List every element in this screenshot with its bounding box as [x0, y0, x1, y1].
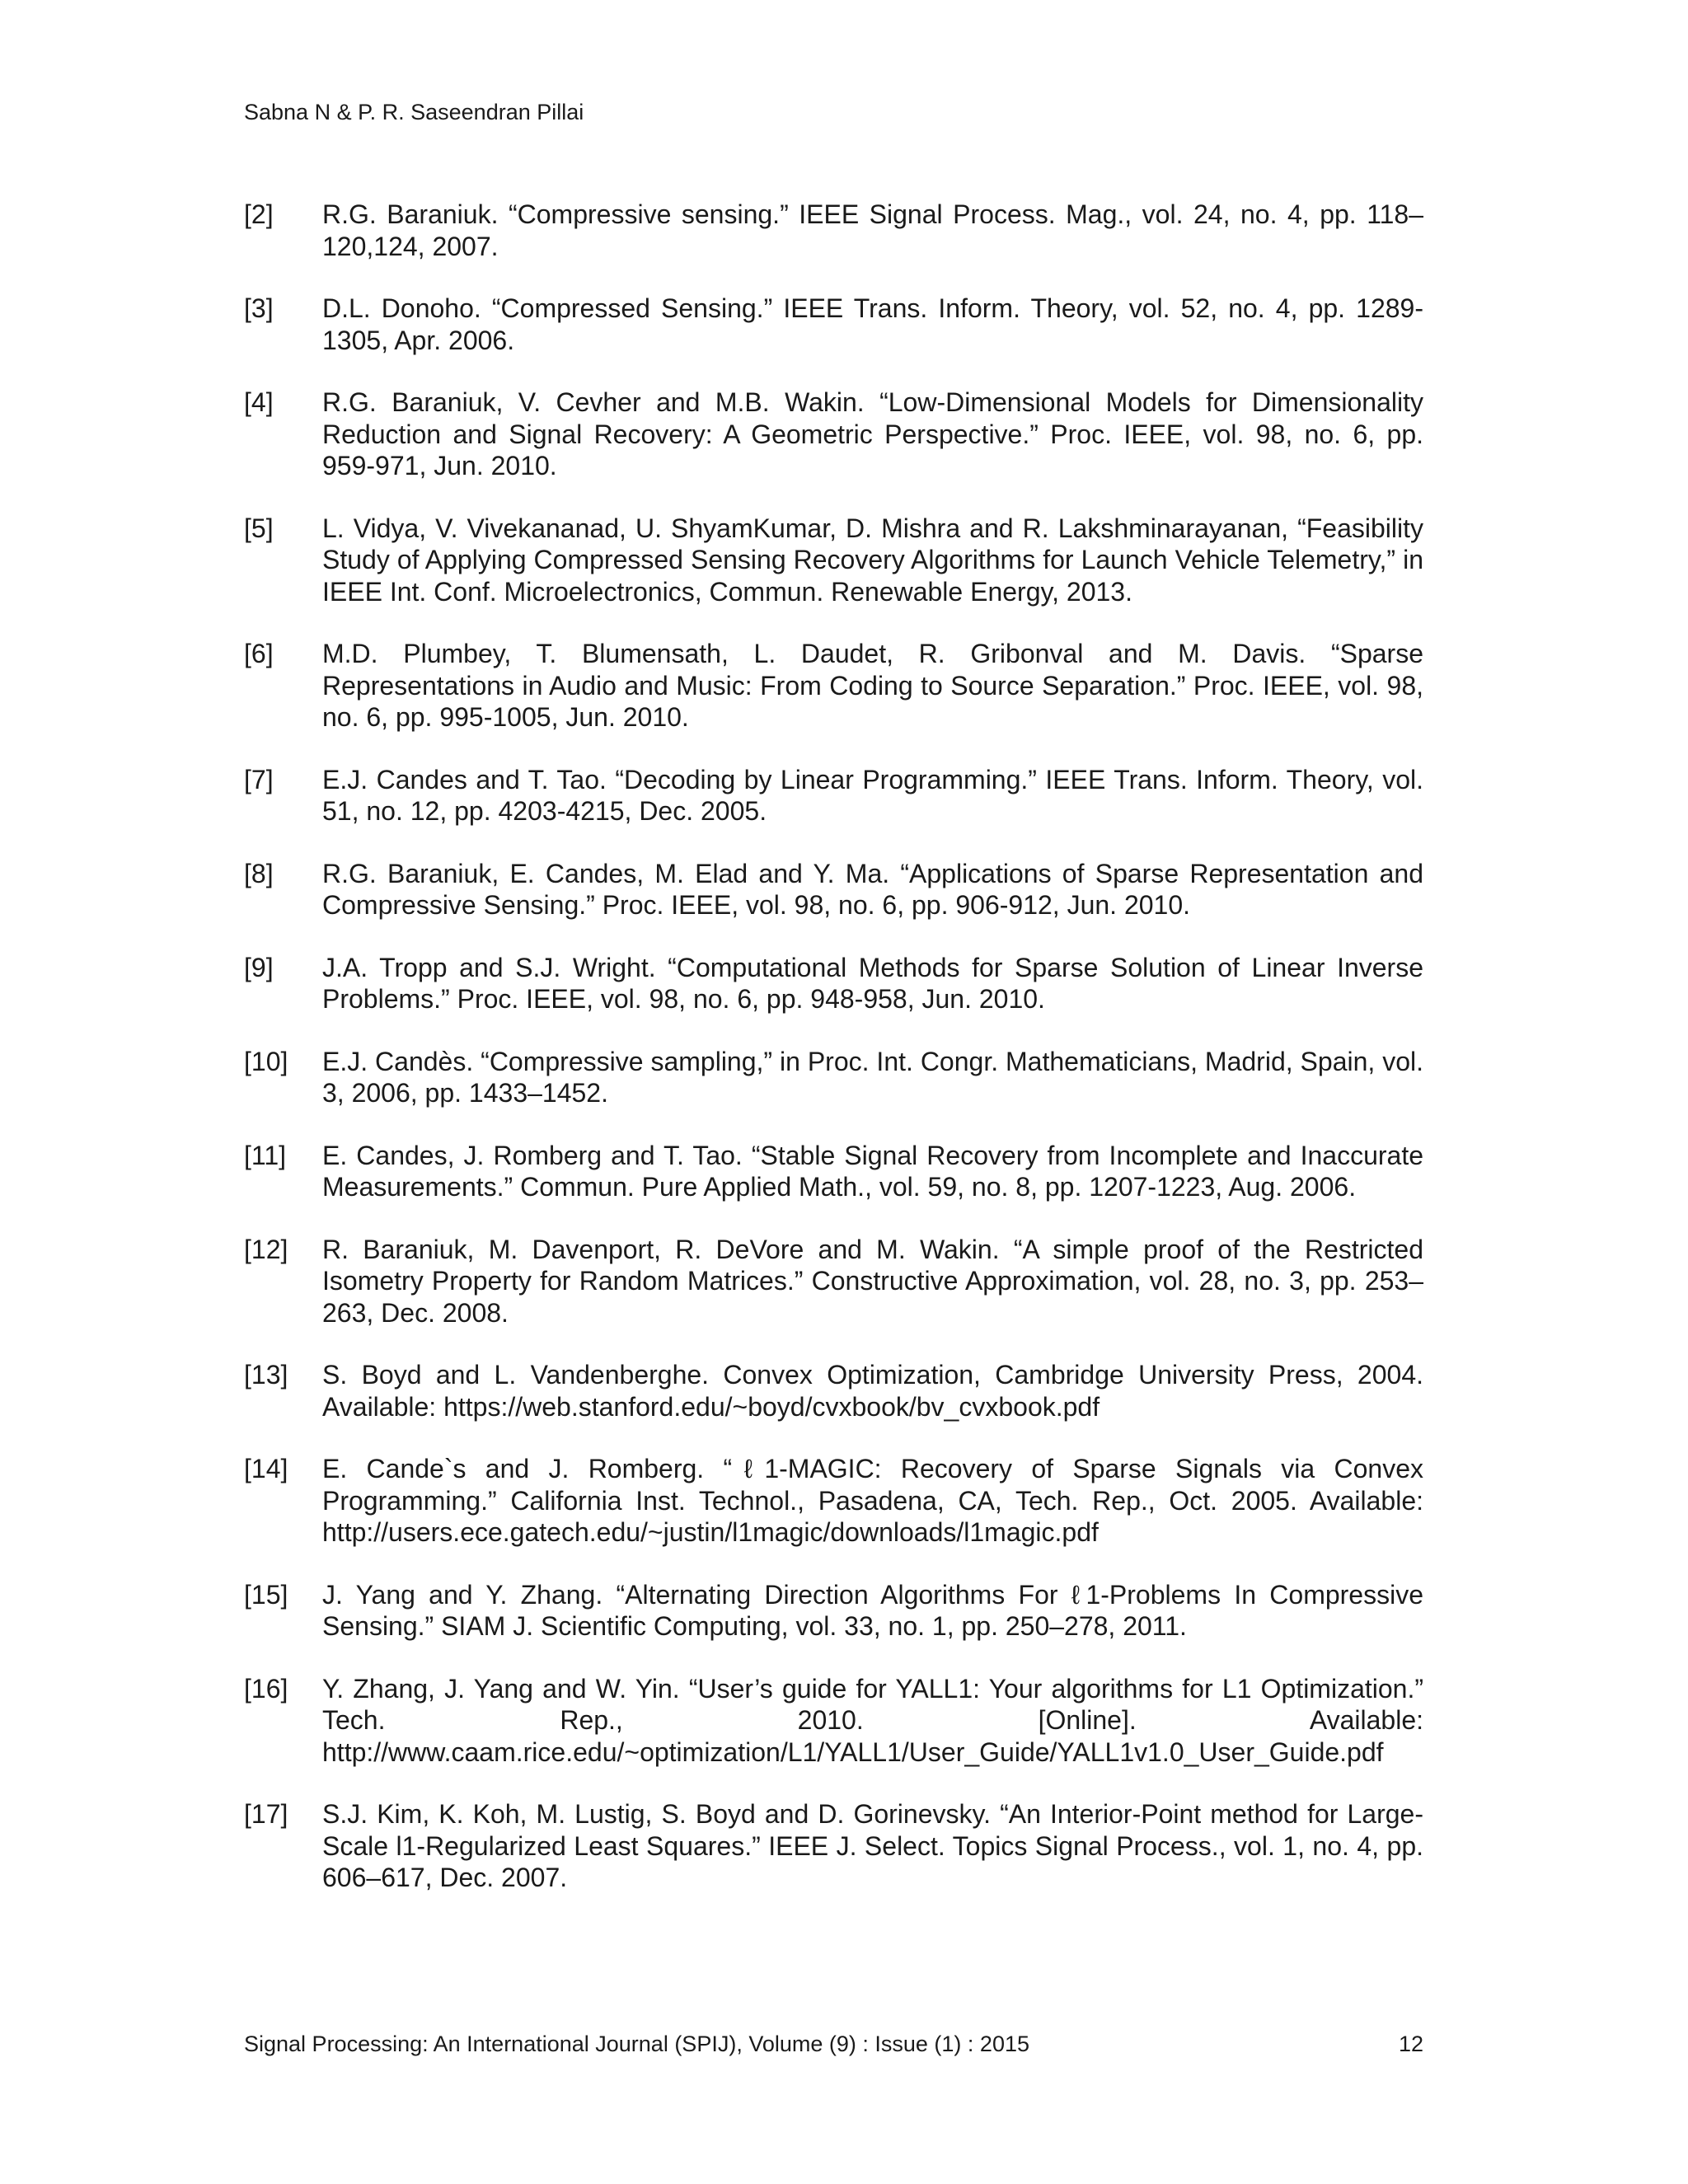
reference-number: [9]: [244, 952, 274, 982]
reference-item: [244, 952, 1423, 1015]
reference-item: [244, 513, 1423, 608]
footer-journal-citation: Signal Processing: An International Journal (SPIJ), Volume (9) : Issue (1) : 2015: [244, 2032, 1029, 2056]
reference-text: R.G. Baraniuk, V. Cevher and M.B. Wakin. “Low-Dimensional Models for Dimensionality Reduction and Signal Recovery: A Geometric Perspective.” Proc. IEEE, vol. 98, no. 6, pp. 959-971, Jun. 2010.: [322, 387, 1423, 480]
reference-item: [244, 1673, 1423, 1769]
reference-list: [244, 199, 1423, 1924]
reference-text: S. Boyd and L. Vandenberghe. Convex Optimization, Cambridge University Press, 2004. Available: https://web.stanford.edu/~boyd/cvxbook/bv_cvxbook.pdf: [322, 1360, 1423, 1422]
reference-item: [244, 1046, 1423, 1109]
reference-item: [244, 1579, 1423, 1643]
reference-number: [12]: [244, 1234, 288, 1264]
reference-item: [244, 199, 1423, 262]
reference-number: [2]: [244, 199, 274, 229]
reference-text: E.J. Candes and T. Tao. “Decoding by Linear Programming.” IEEE Trans. Inform. Theory, vol. 51, no. 12, pp. 4203-4215, Dec. 2005.: [322, 764, 1423, 826]
reference-item: [244, 1140, 1423, 1203]
reference-text: R.G. Baraniuk, E. Candes, M. Elad and Y. Ma. “Applications of Sparse Representation and Compressive Sensing.” Proc. IEEE, vol. 98, no. 6, pp. 906-912, Jun. 2010.: [322, 858, 1423, 920]
reference-item: [244, 293, 1423, 356]
reference-text: J.A. Tropp and S.J. Wright. “Computational Methods for Sparse Solution of Linear Inverse Problems.” Proc. IEEE, vol. 98, no. 6, pp. 948-958, Jun. 2010.: [322, 952, 1423, 1014]
reference-text: Y. Zhang, J. Yang and W. Yin. “User’s guide for YALL1: Your algorithms for L1 Optimization.” Tech. Rep., 2010. [Online]. Available: http://www.caam.rice.edu/~optimization/L1/YALL1/User_Guide/YALL1v1.0_User_Guide.pdf: [322, 1673, 1423, 1767]
reference-text: L. Vidya, V. Vivekananad, U. ShyamKumar, D. Mishra and R. Lakshminarayanan, “Feasibility Study of Applying Compressed Sensing Recovery Algorithms for Launch Vehicle Telemetry,” in IEEE Int. Conf. Microelectronics, Commun. Renewable Energy, 2013.: [322, 513, 1423, 607]
reference-number: [13]: [244, 1360, 288, 1390]
reference-item: [244, 1359, 1423, 1422]
reference-number: [11]: [244, 1140, 286, 1170]
reference-number: [5]: [244, 513, 274, 543]
reference-number: [15]: [244, 1579, 288, 1610]
reference-text: E. Cande`s and J. Romberg. “ℓ1-MAGIC: Recovery of Sparse Signals via Convex Programming.” California Inst. Technol., Pasadena, CA, Tech. Rep., Oct. 2005. Available: http://users.ece.gatech.edu/~justin/l1magic/downloads/l1magic.pdf: [322, 1454, 1423, 1547]
reference-item: [244, 858, 1423, 921]
reference-item: [244, 1798, 1423, 1894]
reference-number: [16]: [244, 1673, 288, 1704]
reference-text: S.J. Kim, K. Koh, M. Lustig, S. Boyd and D. Gorinevsky. “An Interior-Point method for Large-Scale l1-Regularized Least Squares.” IEEE J. Select. Topics Signal Process., vol. 1, no. 4, pp. 606–617, Dec. 2007.: [322, 1799, 1423, 1892]
reference-number: [7]: [244, 764, 274, 794]
running-header-authors: Sabna N & P. R. Saseendran Pillai: [244, 100, 584, 124]
page-number: 12: [1398, 2032, 1423, 2056]
reference-item: [244, 1234, 1423, 1329]
reference-text: E.J. Candès. “Compressive sampling,” in Proc. Int. Congr. Mathematicians, Madrid, Spain, vol. 3, 2006, pp. 1433–1452.: [322, 1046, 1423, 1108]
reference-item: [244, 638, 1423, 733]
reference-text: R.G. Baraniuk. “Compressive sensing.” IEEE Signal Process. Mag., vol. 24, no. 4, pp. 118–120,124, 2007.: [322, 199, 1423, 261]
reference-number: [10]: [244, 1046, 288, 1076]
reference-item: [244, 1453, 1423, 1549]
reference-text: M.D. Plumbey, T. Blumensath, L. Daudet, R. Gribonval and M. Davis. “Sparse Representations in Audio and Music: From Coding to Source Separation.” Proc. IEEE, vol. 98, no. 6, pp. 995-1005, Jun. 2010.: [322, 639, 1423, 732]
reference-text: J. Yang and Y. Zhang. “Alternating Direction Algorithms For ℓ1-Problems In Compressive Sensing.” SIAM J. Scientific Computing, vol. 33, no. 1, pp. 250–278, 2011.: [322, 1579, 1423, 1641]
reference-text: D.L. Donoho. “Compressed Sensing.” IEEE Trans. Inform. Theory, vol. 52, no. 4, pp. 1289-1305, Apr. 2006.: [322, 293, 1423, 355]
reference-item: [244, 387, 1423, 482]
reference-number: [17]: [244, 1799, 288, 1829]
reference-number: [6]: [244, 639, 274, 668]
reference-number: [4]: [244, 387, 274, 417]
reference-item: [244, 764, 1423, 827]
reference-text: R. Baraniuk, M. Davenport, R. DeVore and M. Wakin. “A simple proof of the Restricted Isometry Property for Random Matrices.” Constructive Approximation, vol. 28, no. 3, pp. 253–263, Dec. 2008.: [322, 1234, 1423, 1328]
reference-number: [8]: [244, 858, 274, 888]
reference-number: [3]: [244, 293, 274, 323]
reference-number: [14]: [244, 1454, 288, 1483]
reference-text: E. Candes, J. Romberg and T. Tao. “Stable Signal Recovery from Incomplete and Inaccurate Measurements.” Commun. Pure Applied Math., vol. 59, no. 8, pp. 1207-1223, Aug. 2006.: [322, 1140, 1423, 1202]
